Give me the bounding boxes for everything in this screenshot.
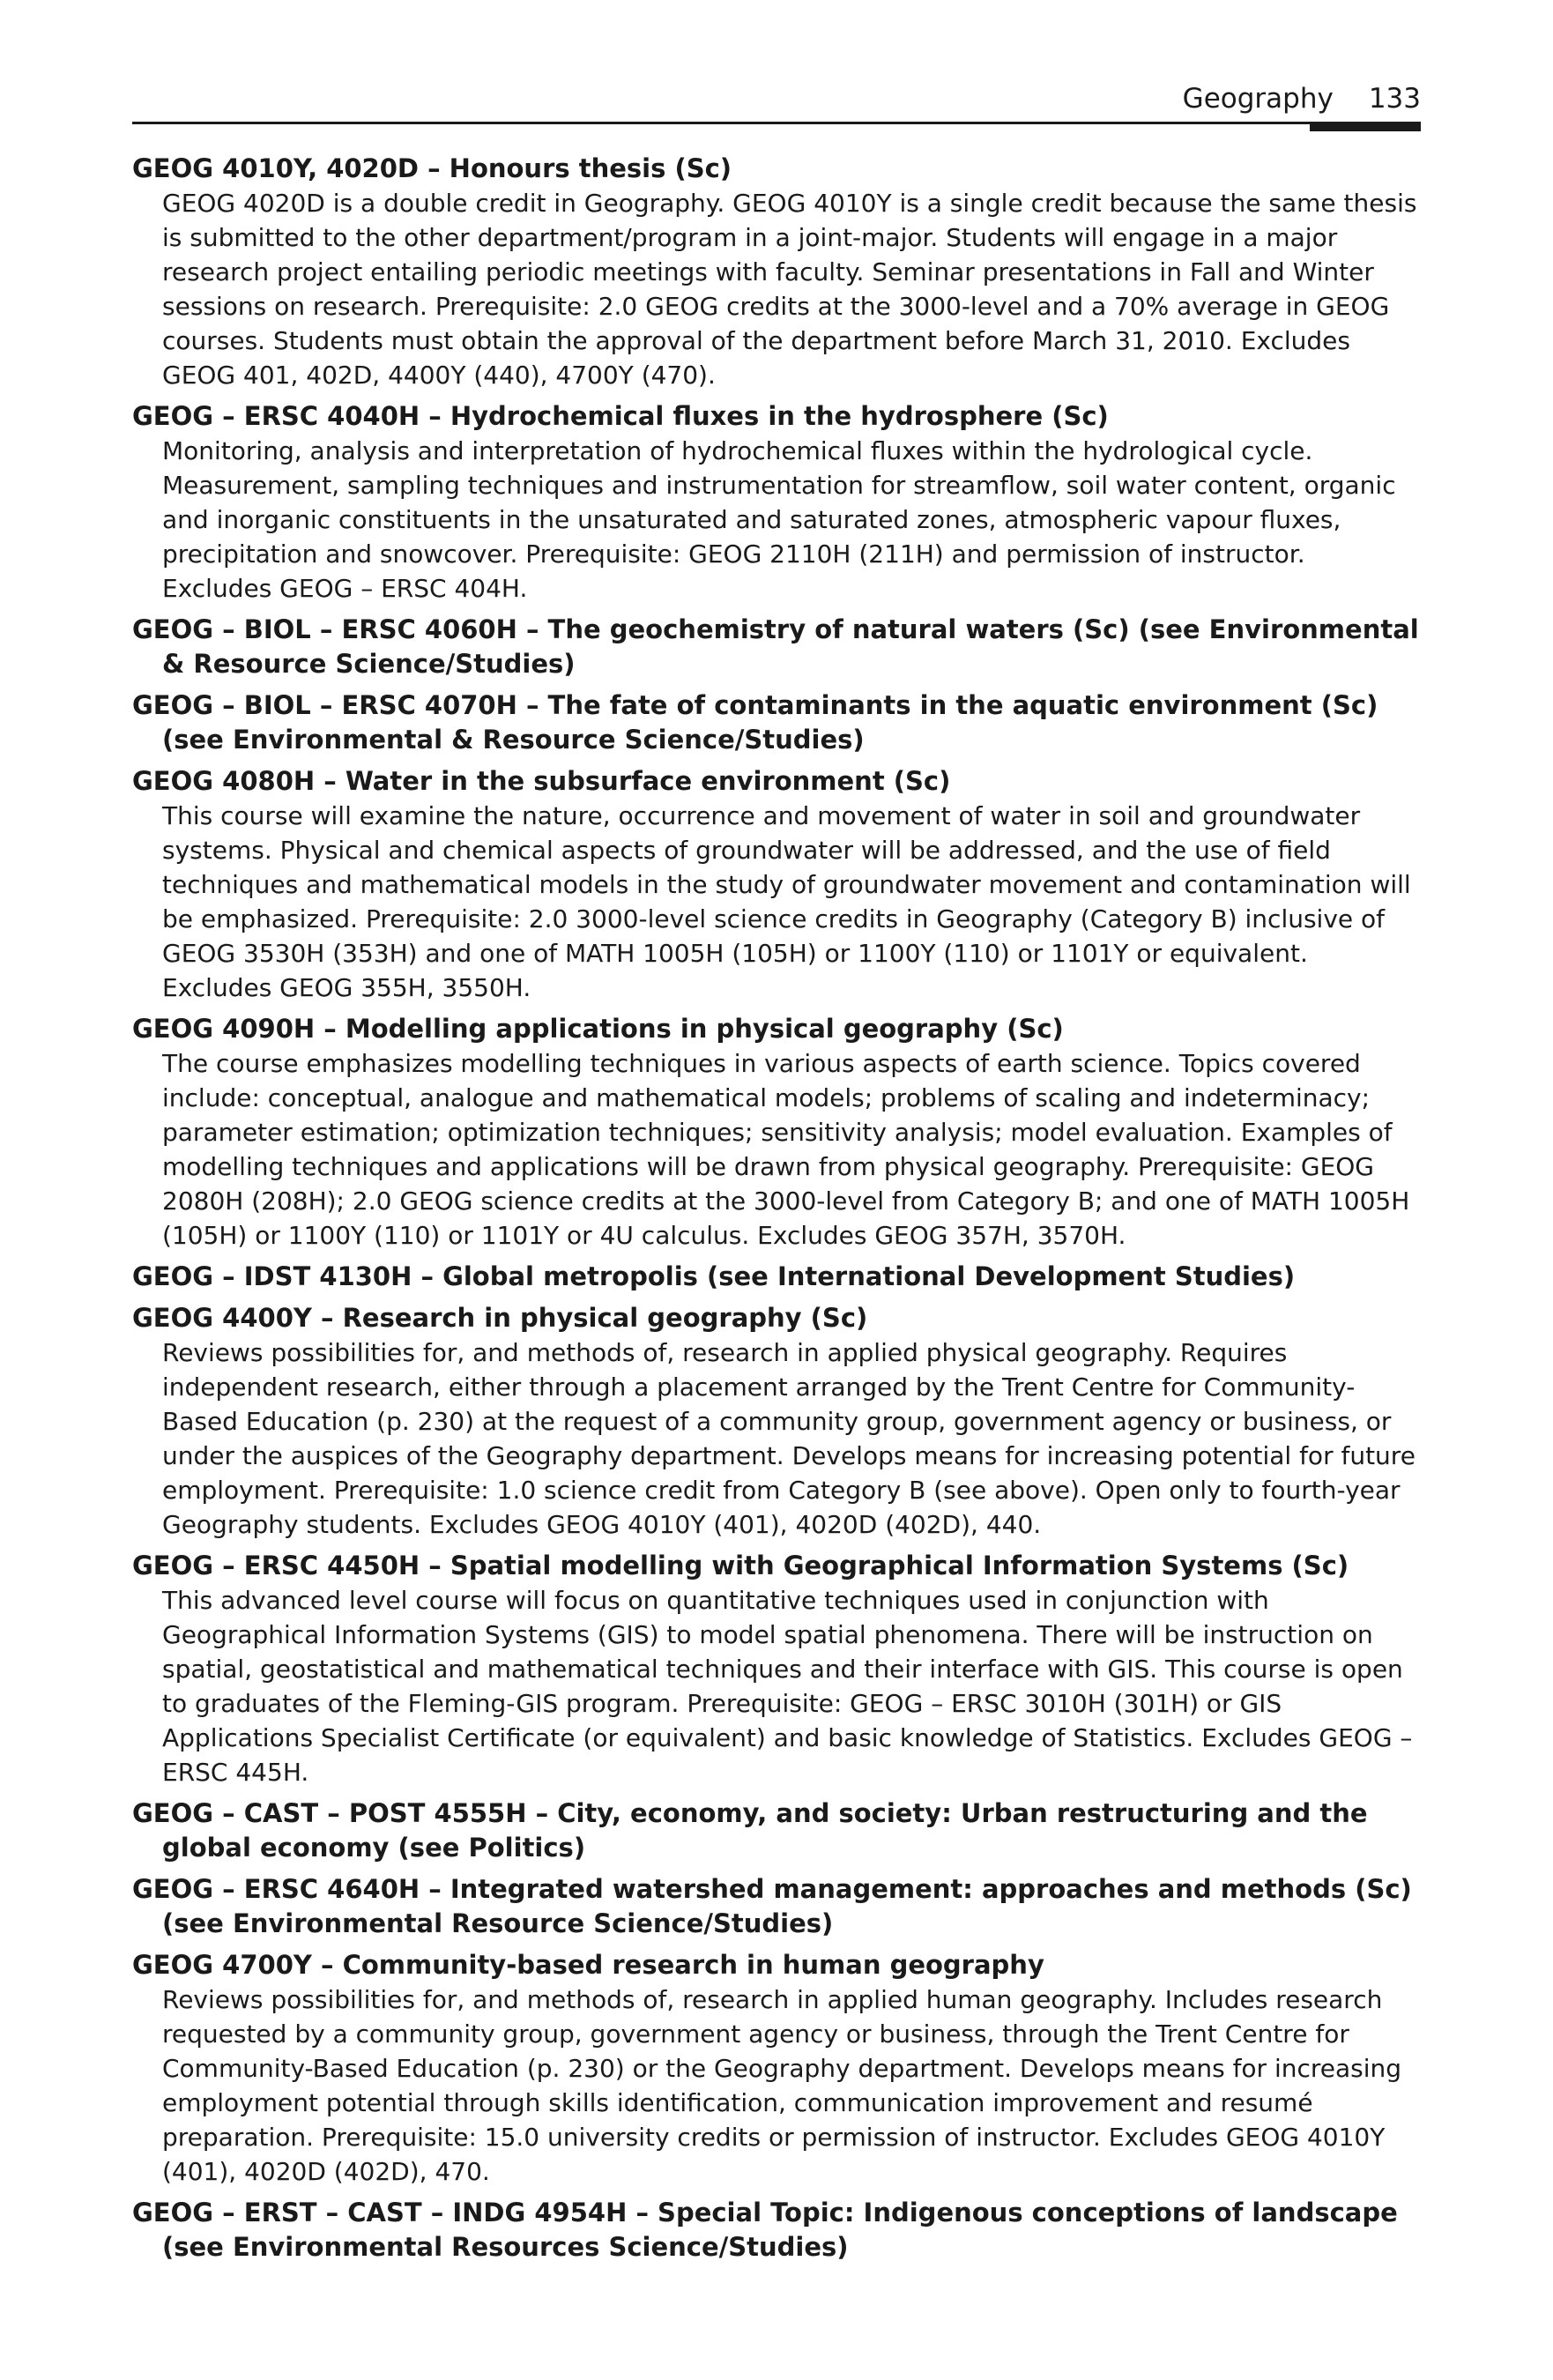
course-entry [132,152,1419,392]
course-title: GEOG – BIOL – ERSC 4060H – The geochemistry of natural waters (Sc) (see Environmental & Resource Science/Studies) [132,614,1419,679]
course-entry [132,688,1419,757]
course-title: GEOG 4090H – Modelling applications in physical geography (Sc) [132,1014,1064,1044]
header-rule [132,122,1421,124]
course-entry [132,399,1419,606]
course-entry [132,1549,1419,1789]
section-name: Geography [1182,83,1334,115]
course-title: GEOG – CAST – POST 4555H – City, economy, and society: Urban restructuring and the global economy (see Politics) [132,1798,1368,1863]
course-title: GEOG – ERSC 4040H – Hydrochemical fluxes in the hydrosphere (Sc) [132,401,1109,431]
course-title: GEOG 4400Y – Research in physical geography (Sc) [132,1303,868,1333]
course-entry [132,764,1419,1005]
course-description: This course will examine the nature, occurrence and movement of water in soil and groundwater systems. Physical and chemical aspects of groundwater will be addressed, and the use of field techniques and mathematical models in the study of groundwater movement and contamination will be emphasized. Prerequisite: 2.0 3000-level science credits in Geography (Category B) inclusive of GEOG 3530H (353H) and one of MATH 1005H (105H) or 1100Y (110) or 1101Y or equivalent. Excludes GEOG 355H, 3550H. [162,801,1411,1002]
course-entry [132,1301,1419,1542]
course-title: GEOG – ERSC 4640H – Integrated watershed management: approaches and methods (Sc) (see Environmental Resource Science/Studies) [132,1874,1412,1938]
course-title: GEOG 4010Y, 4020D – Honours thesis (Sc) [132,153,732,183]
course-title: GEOG 4080H – Water in the subsurface environment (Sc) [132,766,951,796]
course-title: GEOG – ERSC 4450H – Spatial modelling with Geographical Information Systems (Sc) [132,1551,1349,1580]
course-title: GEOG – BIOL – ERSC 4070H – The fate of contaminants in the aquatic environment (Sc) (see Environmental & Resource Science/Studies) [132,690,1378,755]
course-title: GEOG – ERST – CAST – INDG 4954H – Special Topic: Indigenous conceptions of landscape (see Environmental Resources Science/Studies) [132,2198,1398,2262]
course-description: Monitoring, analysis and interpretation of hydrochemical fluxes within the hydrological cycle. Measurement, sampling techniques and instrumentation for streamflow, soil water content, organic and inorganic constituents in the unsaturated and saturated zones, atmospheric vapour fluxes, precipitation and snowcover. Prerequisite: GEOG 2110H (211H) and permission of instructor. Excludes GEOG – ERSC 404H. [162,436,1396,603]
course-entry [132,1872,1419,1941]
course-entry [132,1796,1419,1865]
running-head [1183,81,1421,116]
course-title: GEOG 4700Y – Community-based research in human geography [132,1950,1044,1980]
course-entry [132,2196,1419,2265]
course-description: Reviews possibilities for, and methods of, research in applied physical geography. Requires independent research, either through a placement arranged by the Trent Centre for Community-Based Education (p. 230) at the request of a community group, government agency or business, or under the auspices of the Geography department. Develops means for increasing potential for future employment. Prerequisite: 1.0 science credit from Category B (see above). Open only to fourth-year Geography students. Excludes GEOG 4010Y (401), 4020D (402D), 440. [162,1338,1416,1539]
course-list [132,152,1419,2272]
course-title: GEOG – IDST 4130H – Global metropolis (see International Development Studies) [132,1261,1296,1291]
page-header [132,81,1421,134]
course-description: GEOG 4020D is a double credit in Geography. GEOG 4010Y is a single credit because the same thesis is submitted to the other department/program in a joint-major. Students will engage in a major research project entailing periodic meetings with faculty. Seminar presentations in Fall and Winter sessions on research. Prerequisite: 2.0 GEOG credits at the 3000-level and a 70% average in GEOG courses. Students must obtain the approval of the department before March 31, 2010. Excludes GEOG 401, 402D, 4400Y (440), 4700Y (470). [162,189,1417,390]
course-entry [132,1012,1419,1253]
course-entry [132,613,1419,681]
course-entry [132,1260,1419,1294]
course-entry [132,1948,1419,2189]
course-description: Reviews possibilities for, and methods of, research in applied human geography. Includes research requested by a community group, government agency or business, through the Trent Centre for Community-Based Education (p. 230) or the Geography department. Develops means for increasing employment potential through skills identification, communication improvement and resumé preparation. Prerequisite: 15.0 university credits or permission of instructor. Excludes GEOG 4010Y (401), 4020D (402D), 470. [162,1985,1402,2186]
header-tab-marker [1310,122,1421,131]
course-description: The course emphasizes modelling techniques in various aspects of earth science. Topics covered include: conceptual, analogue and mathematical models; problems of scaling and indeterminacy; parameter estimation; optimization techniques; sensitivity analysis; model evaluation. Examples of modelling techniques and applications will be drawn from physical geography. Prerequisite: GEOG 2080H (208H); 2.0 GEOG science credits at the 3000-level from Category B; and one of MATH 1005H (105H) or 1100Y (110) or 1101Y or 4U calculus. Excludes GEOG 357H, 3570H. [162,1049,1410,1250]
page-number: 133 [1368,83,1421,115]
course-description: This advanced level course will focus on quantitative techniques used in conjunction with Geographical Information Systems (GIS) to model spatial phenomena. There will be instruction on spatial, geostatistical and mathematical techniques and their interface with GIS. This course is open to graduates of the Fleming-GIS program. Prerequisite: GEOG – ERSC 3010H (301H) or GIS Applications Specialist Certificate (or equivalent) and basic knowledge of Statistics. Excludes GEOG – ERSC 445H. [162,1586,1413,1787]
